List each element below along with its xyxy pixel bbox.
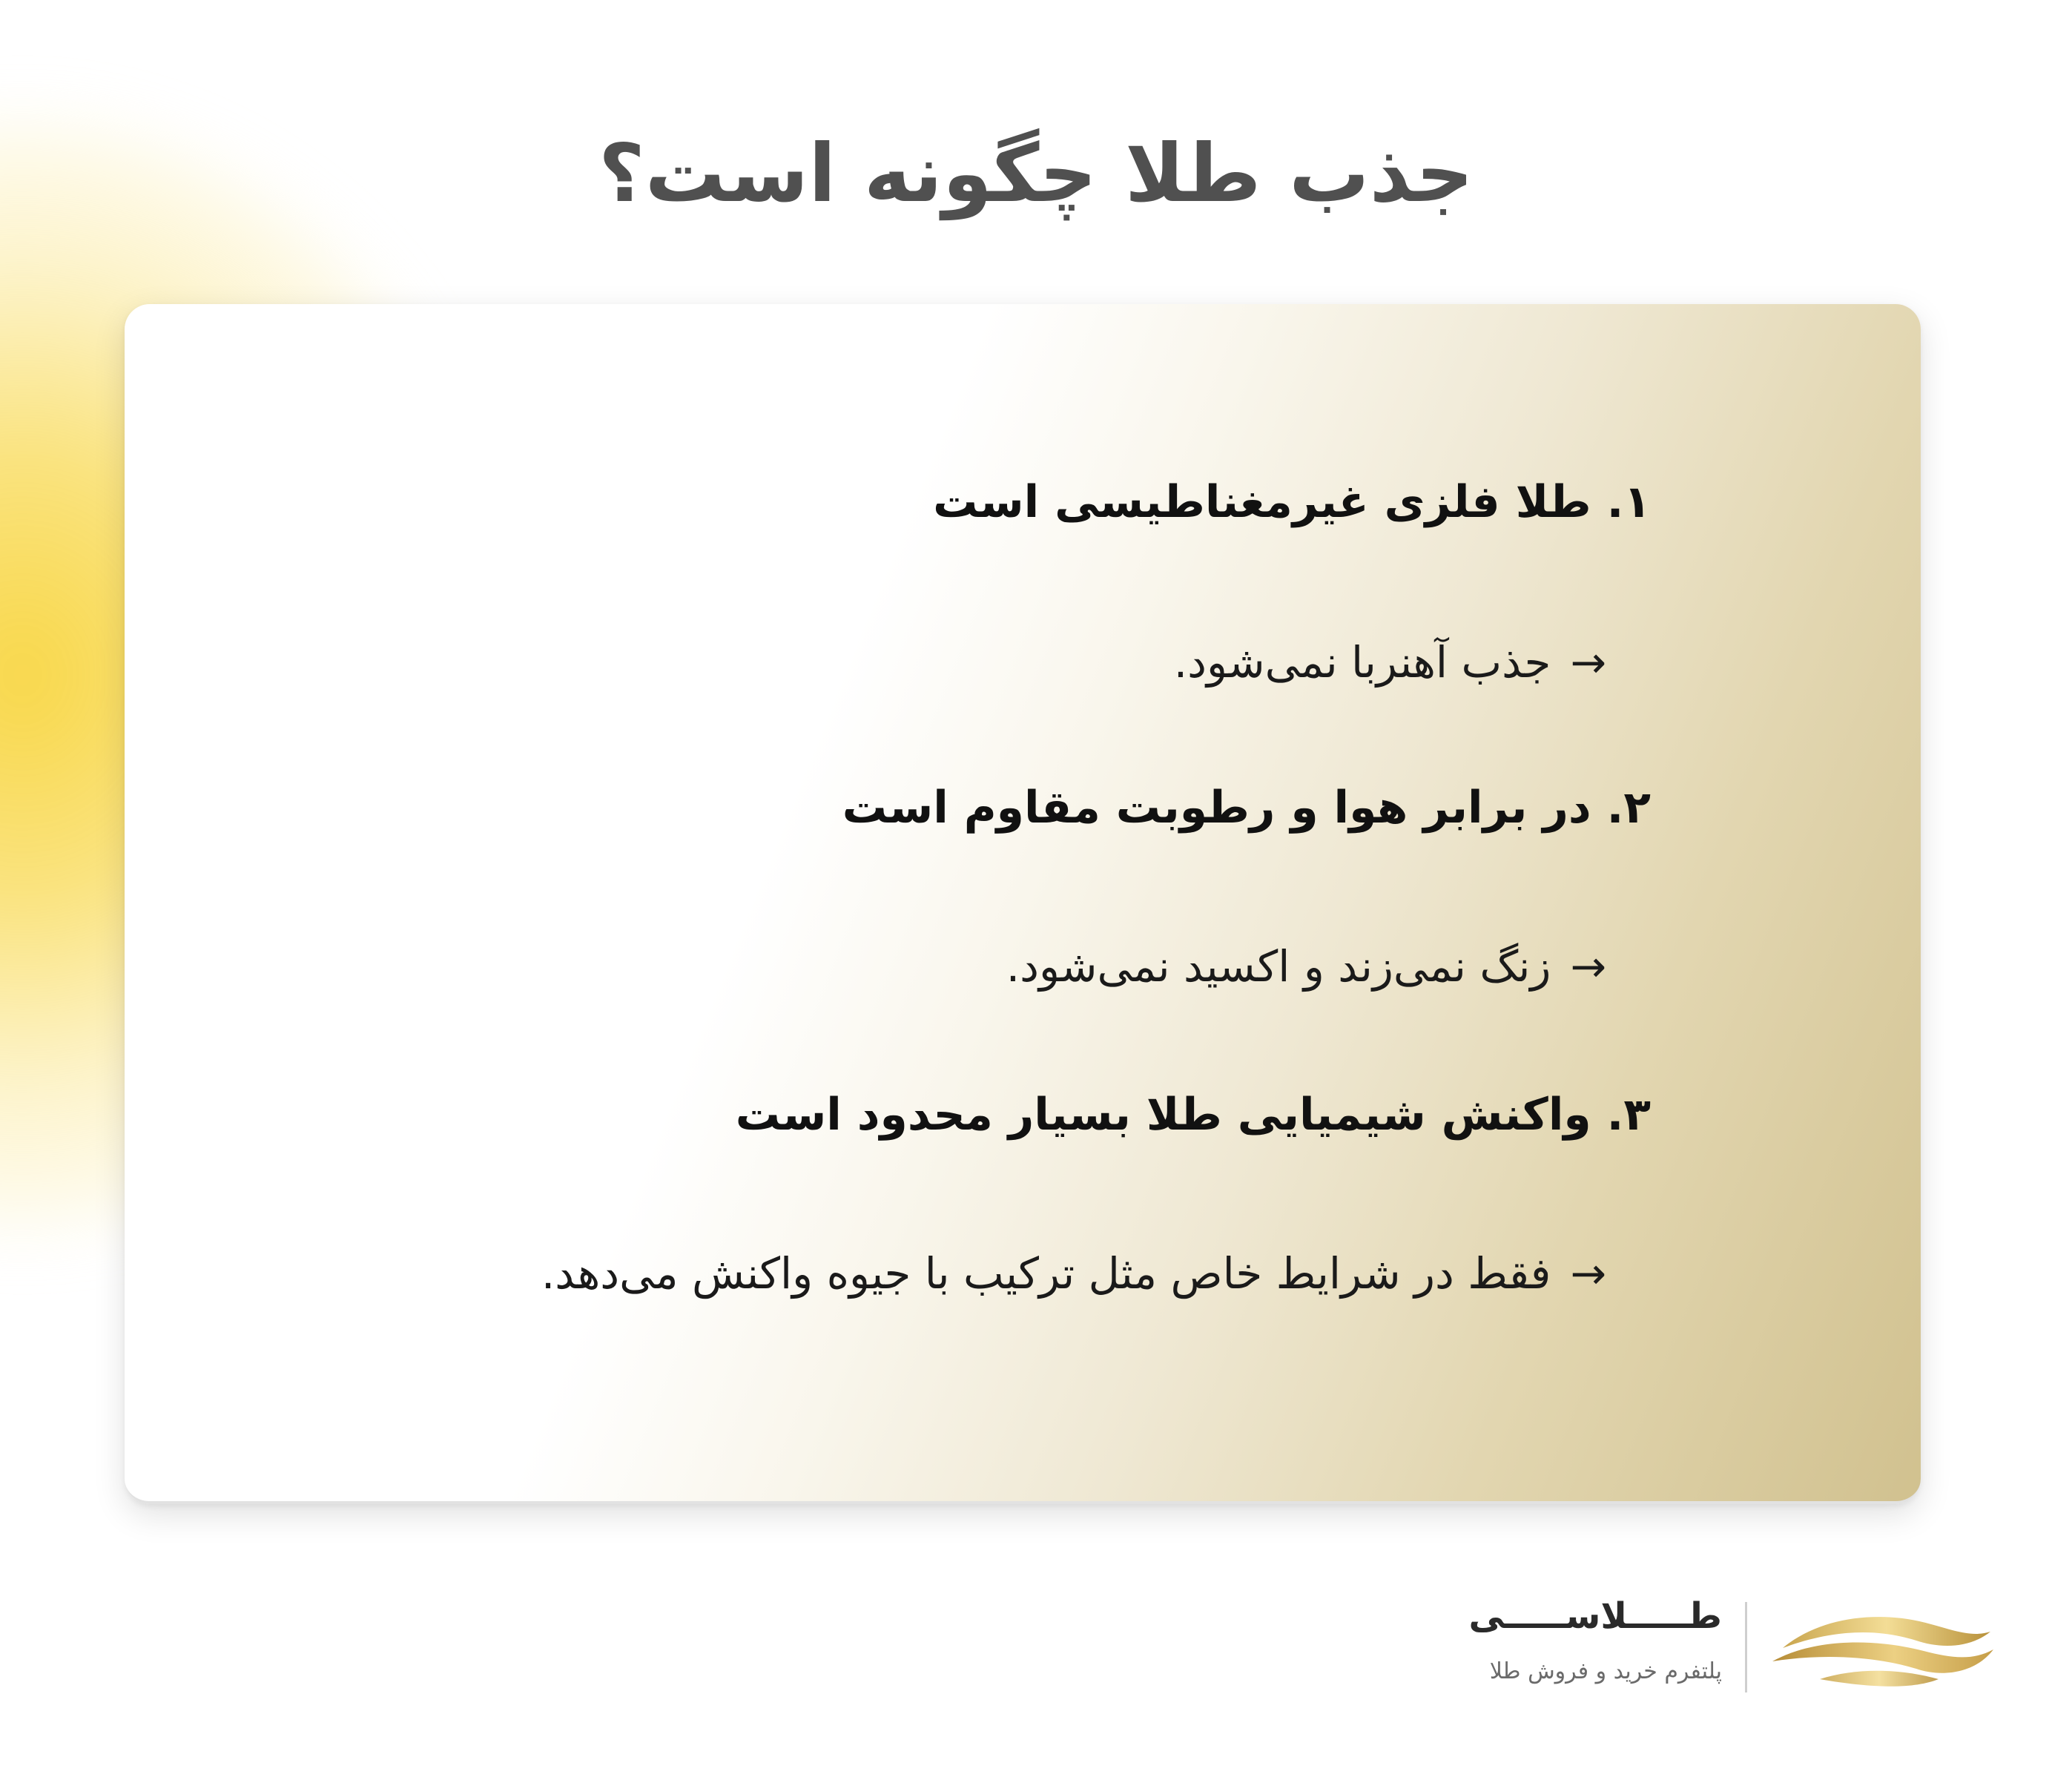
content-card bbox=[125, 304, 1921, 1504]
item-note-text: فقط در شرایط خاص مثل ترکیب با جیوه واکنش می‌دهد. bbox=[541, 1248, 1551, 1299]
item-heading-3 bbox=[736, 1081, 1651, 1148]
arrow-icon: → bbox=[1570, 941, 1606, 992]
item-heading-text: واکنش شیمیایی طلا بسیار محدود است bbox=[735, 1089, 1591, 1141]
page-title: جذب طلا چگونه است؟ bbox=[598, 128, 1474, 220]
brand-tagline: پلتفرم خرید و فروش طلا bbox=[1489, 1658, 1722, 1684]
item-note-3 bbox=[541, 1240, 1606, 1307]
arrow-icon: → bbox=[1570, 1248, 1606, 1299]
item-heading-2 bbox=[842, 774, 1651, 841]
item-heading-1 bbox=[933, 469, 1651, 535]
gold-waves-icon bbox=[1768, 1602, 1998, 1691]
item-heading-text: در برابر هوا و رطوبت مقاوم است bbox=[842, 782, 1591, 834]
item-heading-text: طلا فلزی غیرمغناطیسی است bbox=[933, 476, 1591, 528]
brand-name: طـــــلاســـــی bbox=[1468, 1595, 1722, 1637]
item-note-1 bbox=[1174, 629, 1606, 696]
item-number: ۲. bbox=[1606, 782, 1651, 834]
item-number: ۳. bbox=[1606, 1089, 1651, 1141]
item-note-text: زنگ نمی‌زند و اکسید نمی‌شود. bbox=[1006, 941, 1551, 992]
item-note-text: جذب آهنربا نمی‌شود. bbox=[1173, 637, 1551, 688]
item-number: ۱. bbox=[1606, 476, 1651, 528]
logo-divider bbox=[1745, 1602, 1747, 1692]
item-note-2 bbox=[1006, 933, 1606, 1000]
arrow-icon: → bbox=[1570, 637, 1606, 688]
brand-logo bbox=[1468, 1587, 1998, 1706]
